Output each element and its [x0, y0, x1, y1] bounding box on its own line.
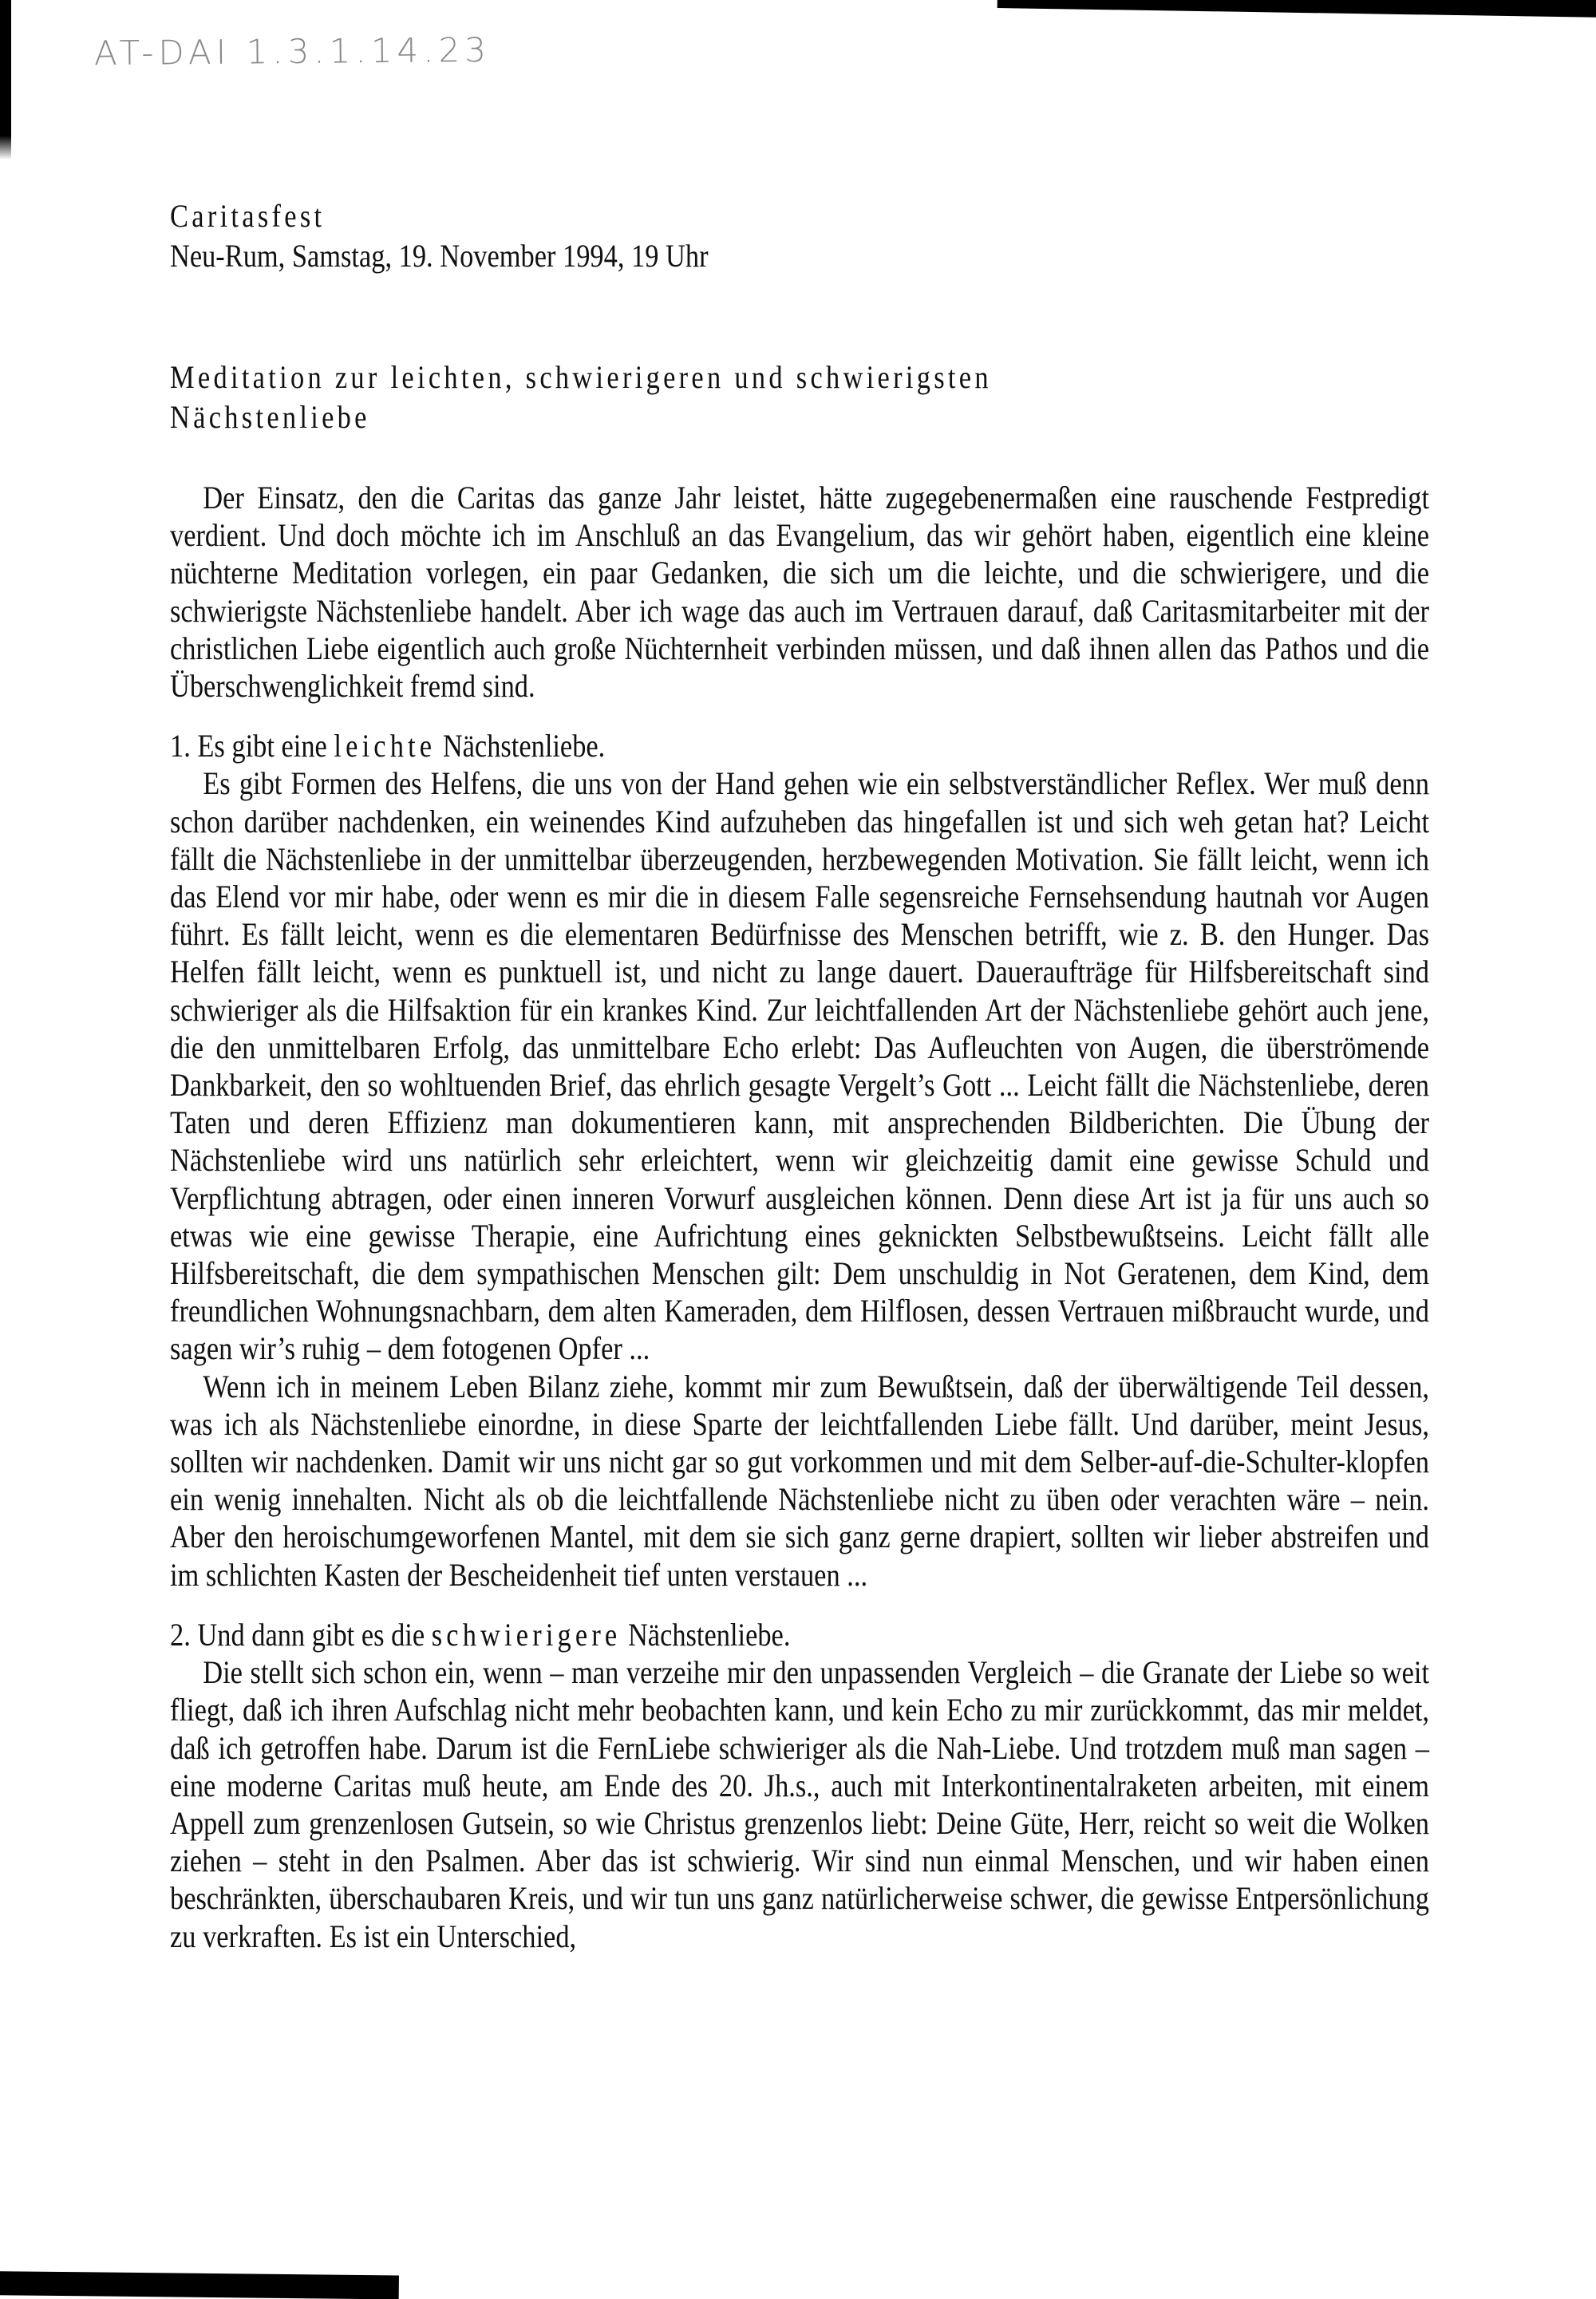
section-heading-emphasis: schwierigere: [431, 1616, 622, 1653]
spacer: [170, 1594, 1429, 1605]
section-heading-pre: Und dann gibt es die: [197, 1616, 425, 1653]
section-2-paragraph: Die stellt sich schon ein, wenn – man verzeihe mir den unpassenden Vergleich – die Granate der Liebe so weit fliegt, daß ich ihren Aufschlag nicht mehr beobachten kann, und kein Echo zu mir zurückkommt, das mir meldet, daß ich getroffen habe. Darum ist die FernLiebe schwieriger als die Nah-Liebe. Und trotzdem muß man sagen – eine moderne Caritas muß heute, am Ende des 20. Jh.s., auch mit Interkontinentalraketen arbeiten, mit einem Appell zum grenzenlosen Gutsein, so wie Christus grenzenlos liebt: Deine Güte, Herr, reicht so weit die Wolken ziehen – steht in den Psalmen. Aber das ist schwierig. Wir sind nun einmal Menschen, und wir haben einen beschränkten, überschaubaren Kreis, und wir tun uns ganz natürlicherweise schwer, die gewisse Entpersönlichung zu verkraften. Es ist ein Unterschied,: [170, 1654, 1430, 1954]
spacer: [170, 705, 1429, 716]
section-number: 2.: [170, 1616, 191, 1653]
section-number: 1.: [170, 728, 191, 764]
scan-edge-left: [0, 0, 11, 160]
spacer: [170, 437, 1429, 479]
scan-edge-top: [998, 0, 1596, 19]
archive-signature: AT-DAI 1.3.1.14.23: [93, 30, 492, 73]
title-line-1: Meditation zur leichten, schwierigeren und schwierigsten: [170, 359, 992, 395]
section-heading-pre: Es gibt eine: [197, 728, 327, 764]
title-line-2: Nächstenliebe: [170, 399, 370, 435]
document-page: [170, 196, 1429, 1955]
section-1-heading: [170, 727, 1429, 764]
intro-paragraph: Der Einsatz, den die Caritas das ganze Jahr leistet, hätte zugegebenermaßen eine rauschende Festpredigt verdient. Und doch möchte ich im Anschluß an das Evangelium, das wir gehört haben, eigentlich eine kleine nüchterne Meditation vorlegen, ein paar Gedanken, die sich um die leichte, und die schwierigere, und die schwierigste Nächstenliebe handelt. Aber ich wage das auch im Vertrauen darauf, daß Caritasmitarbeiter mit der christlichen Liebe eigentlich auch große Nüchternheit verbinden müssen, und daß ihnen allen das Pathos und die Überschwenglichkeit fremd sind.: [170, 480, 1430, 705]
event-name: Caritasfest: [170, 198, 326, 234]
section-2-heading: [170, 1616, 1429, 1653]
place-date: Neu-Rum, Samstag, 19. November 1994, 19 Uhr: [170, 238, 709, 274]
scan-edge-bottom: [0, 2271, 399, 2299]
section-heading-post: Nächstenliebe.: [442, 728, 606, 764]
section-heading-post: Nächstenliebe.: [627, 1616, 791, 1653]
spacer: [170, 276, 1429, 357]
section-1-paragraph: Es gibt Formen des Helfens, die uns von der Hand gehen wie ein selbstverständlicher Reflex. Wer muß denn schon darüber nachdenken, ein weinendes Kind aufzuheben das hingefallen ist und sich weh getan hat? Leicht fällt die Nächstenliebe in der unmittelbar überzeugenden, herzbewegenden Motivation. Sie fällt leicht, wenn ich das Elend vor mir habe, oder wenn es mir die in diesem Falle segensreiche Fernsehsendung hautnah vor Augen führt. Es fällt leicht, wenn es die elementaren Bedürfnisse des Menschen betrifft, wie z. B. den Hunger. Das Helfen fällt leicht, wenn es punktuell ist, und nicht zu lange dauert. Daueraufträge für Hilfsbereitschaft sind schwieriger als die Hilfsaktion für ein krankes Kind. Zur leichtfallenden Art der Nächstenliebe gehört auch jene, die den unmittelbaren Erfolg, das unmittelbare Echo erlebt: Das Aufleuchten von Augen, die überströmende Dankbarkeit, den so wohltuenden Brief, das ehrlich gesagte Vergelt’s Gott ... Leicht fällt die Nächstenliebe, deren Taten und deren Effizienz man dokumentieren kann, mit ansprechenden Bildberichten. Die Übung der Nächstenliebe wird uns natürlich sehr erleichtert, wenn wir gleichzeitig damit eine gewisse Schuld und Verpflichtung abtragen, oder einen inneren Vorwurf ausgleichen können. Denn diese Art ist ja für uns auch so etwas wie eine gewisse Therapie, eine Aufrichtung eines geknickten Selbstbewußtseins. Leicht fällt alle Hilfsbereitschaft, die dem sympathischen Menschen gilt: Dem unschuldig in Not Geratenen, dem Kind, dem freundlichen Wohnungsnachbarn, dem alten Kameraden, dem Hilflosen, dessen Vertrauen mißbraucht wurde, und sagen wir’s ruhig – dem fotogenen Opfer ...: [170, 765, 1430, 1367]
document-body: [170, 479, 1429, 1955]
section-heading-emphasis: leichte: [334, 728, 437, 764]
section-1-paragraph: Wenn ich in meinem Leben Bilanz ziehe, kommt mir zum Bewußtsein, daß der überwältigende Teil dessen, was ich als Nächstenliebe einordne, in diese Sparte der leichtfallenden Liebe fällt. Und darüber, meint Jesus, sollten wir nachdenken. Damit wir uns nicht gar so gut vorkommen und mit dem Selber-auf-die-Schulter-klopfen ein wenig innehalten. Nicht als ob die leichtfallende Nächstenliebe nicht zu üben oder verachten wäre – nein. Aber den heroischumgeworfenen Mantel, mit dem sie sich ganz gerne drapiert, sollten wir lieber abstreifen und im schlichten Kasten der Bescheidenheit tief unten verstauen ...: [170, 1368, 1430, 1593]
